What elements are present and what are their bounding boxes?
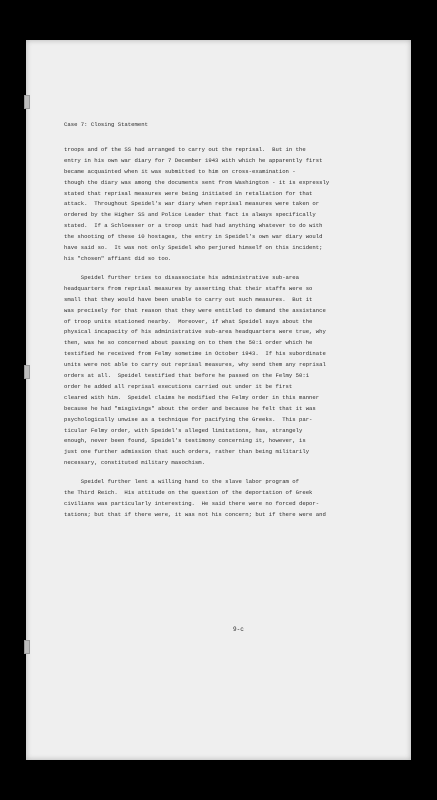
text-line: attack. Throughout Speidel's war diary when reprisal measures were taken or (64, 200, 320, 208)
text-line: necessary, constituted military masochism. (64, 459, 205, 467)
text-line: stated that reprisal measures were being initiated in retaliation for that (64, 189, 313, 197)
text-line: though the diary was among the documents sent from Washington - it is expressly (64, 178, 330, 186)
staple (24, 95, 30, 109)
text-line: order he added all reprisal executions carried out under it be first (64, 382, 293, 390)
text-line: then, was he so concerned about passing on to them the 50:1 order which he (64, 339, 313, 347)
text-line: troops and of the SS had arranged to carry out the reprisal. But in the (64, 145, 306, 153)
text-line: was precisely for that reason that they were entitled to demand the assistance (64, 306, 326, 314)
paragraph (64, 273, 398, 469)
text-line: psychologically unwise as a technique for pacifying the Greeks. This par- (64, 415, 313, 423)
text-line: entry in his own war diary for 7 December 1943 with which he apparently first (64, 156, 323, 164)
page-heading: Case 7: Closing Statement (64, 121, 148, 128)
text-line: ordered by the Higher SS and Police Leader that fact is always specifically (64, 211, 316, 219)
text-line: of troop units stationed nearby. Moreover, if what Speidel says about the (64, 317, 313, 325)
text-line: civilians was particularly interesting. He said there were no forced depor- (64, 500, 320, 507)
paragraph (64, 477, 398, 521)
text-line: the Third Reich. His attitude on the question of the deportation of Greek (64, 489, 313, 497)
text-line: units were not able to carry out reprisal measures, why send them any reprisal (64, 361, 326, 369)
text-line: became acquainted when it was submitted to him on cross-examination - (64, 167, 296, 175)
document-body (64, 120, 398, 529)
text-line: because he had "misgivings" about the order and because he felt that it was (64, 404, 316, 412)
text-line: ticular Felmy order, with Speidel's alleged limitations, has, strangely (64, 426, 303, 434)
text-line: Speidel further tries to disassociate his administrative sub-area (64, 273, 299, 281)
text-line: small that they would have been unable to carry out such measures. But it (64, 295, 313, 303)
text-line: headquarters from reprisal measures by asserting that their staffs were so (64, 284, 313, 292)
paragraph (64, 145, 398, 265)
text-line: testified he received from Felmy sometime in October 1943. If his subordinate (64, 350, 326, 358)
text-line: physical incapacity of his administrative sub-area headquarters were true, why (64, 328, 326, 336)
text-line: stated. If a Schloesser or a troop unit had had anything whatever to do with (64, 222, 323, 230)
text-line: orders at all. Speidel testified that before he passed on the Felmy 50:1 (64, 372, 310, 380)
text-line: tations; but that if there were, it was not his concern; but if there were and (64, 510, 326, 518)
text-line: just one further admission that such orders, rather than being militarily (64, 448, 310, 456)
text-line: his "chosen" affiant did so too. (64, 254, 172, 262)
binding-staples (24, 95, 30, 655)
text-line: cleared with him. Speidel claims he modified the Felmy order in this manner (64, 393, 320, 401)
paragraphs (64, 145, 398, 521)
page-number: 9-c (233, 626, 244, 633)
text-line: have said so. It was not only Speidel who perjured himself on this incident; (64, 244, 323, 252)
staple (24, 640, 30, 654)
text-line: Speidel further lent a willing hand to the slave labor program of (64, 478, 299, 486)
staple (24, 365, 30, 379)
text-line: enough, never been found, Speidel's testimony concerning it, however, is (64, 437, 306, 445)
text-line: the shooting of these 10 hostages, the entry in Speidel's own war diary would (64, 233, 323, 241)
